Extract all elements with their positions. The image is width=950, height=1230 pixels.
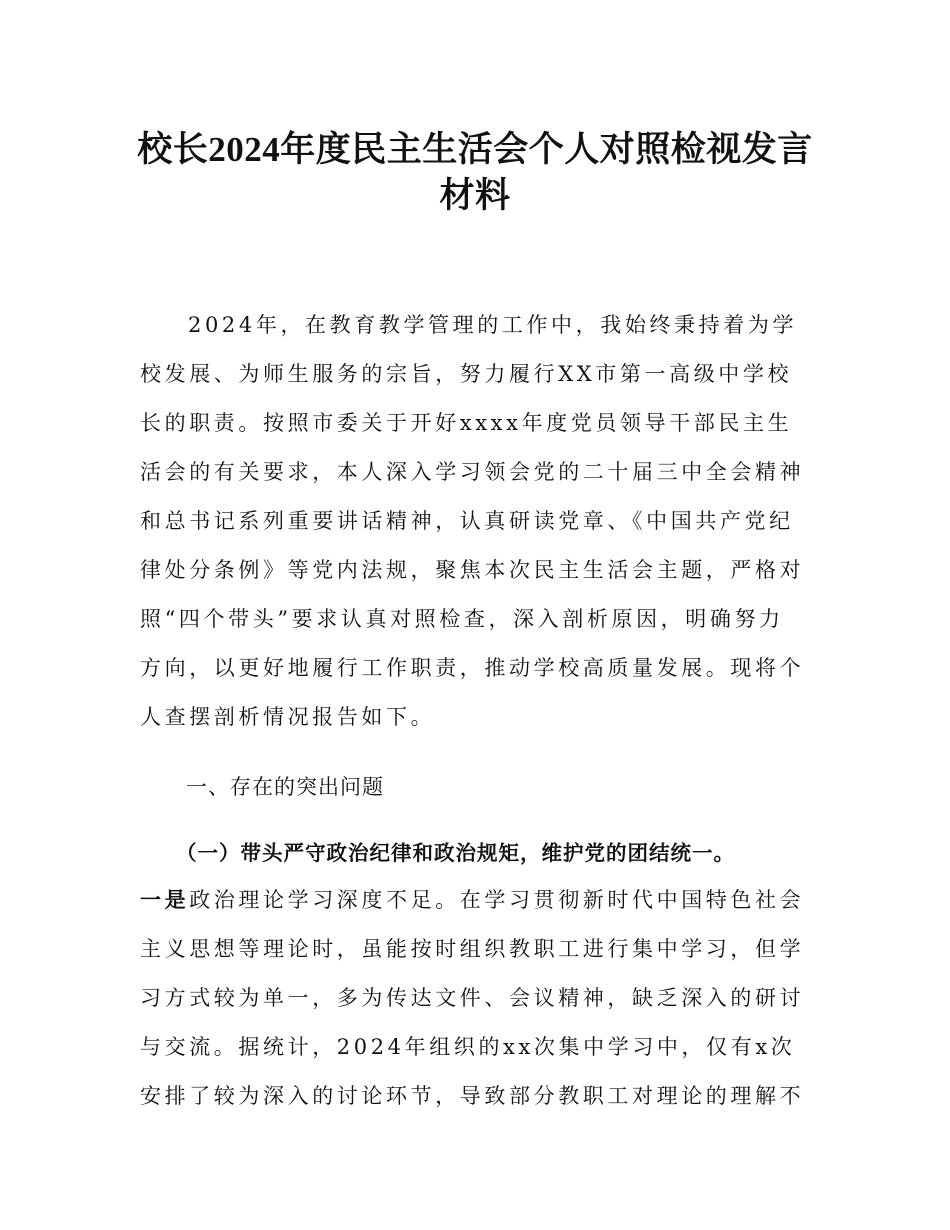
paragraph-line: 律处分条例》等党内法规，聚焦本次民主生活会主题，严格对 [140,558,805,582]
paragraph-line: 和总书记系列重要讲话精神，认真研读党章、《中国共产党纪 [140,509,794,533]
document-title-line-1: 校长2024年度民主生活会个人对照检视发言 [137,130,813,169]
paragraph-line: 2024年，在教育教学管理的工作中，我始终秉持着为学 [188,313,798,337]
paragraph-line: 照“四个带头”要求认真对照检查，深入剖析原因，明确努力 [140,607,784,631]
paragraph-line: 主义思想等理论时，虽能按时组织教职工进行集中学习，但学 [140,937,805,961]
point-text: 政治理论学习深度不足。在学习贯彻新时代中国特色社会 [189,888,805,912]
paragraph-line: 长的职责。按照市委关于开好xxxx年度党员领导干部民主生 [140,411,793,435]
paragraph-line: 活会的有关要求，本人深入学习领会党的二十届三中全会精神 [140,460,805,484]
paragraph-line: 人查摆剖析情况报告如下。 [140,705,436,729]
paragraph-line: 与交流。据统计，2024年组织的xx次集中学习中，仅有x次 [140,1035,796,1059]
section-heading: 一、存在的突出问题 [186,775,384,799]
paragraph-line: 方向，以更好地履行工作职责，推动学校高质量发展。现将个 [140,656,805,680]
paragraph-line: 校发展、为师生服务的宗旨，努力履行XX市第一高级中学校 [140,362,793,386]
document-title-line-2: 材料 [439,176,511,215]
point-lead: 一是 [140,888,190,912]
subsection-heading: （一）带头严守政治纪律和政治规矩，维护党的团结统一。 [176,841,735,865]
paragraph-line: 安排了较为深入的讨论环节，导致部分教职工对理论的理解不 [140,1084,805,1108]
paragraph-line: 习方式较为单一，多为传达文件、会议精神，缺乏深入的研讨 [140,986,805,1010]
paragraph-line [140,886,804,914]
